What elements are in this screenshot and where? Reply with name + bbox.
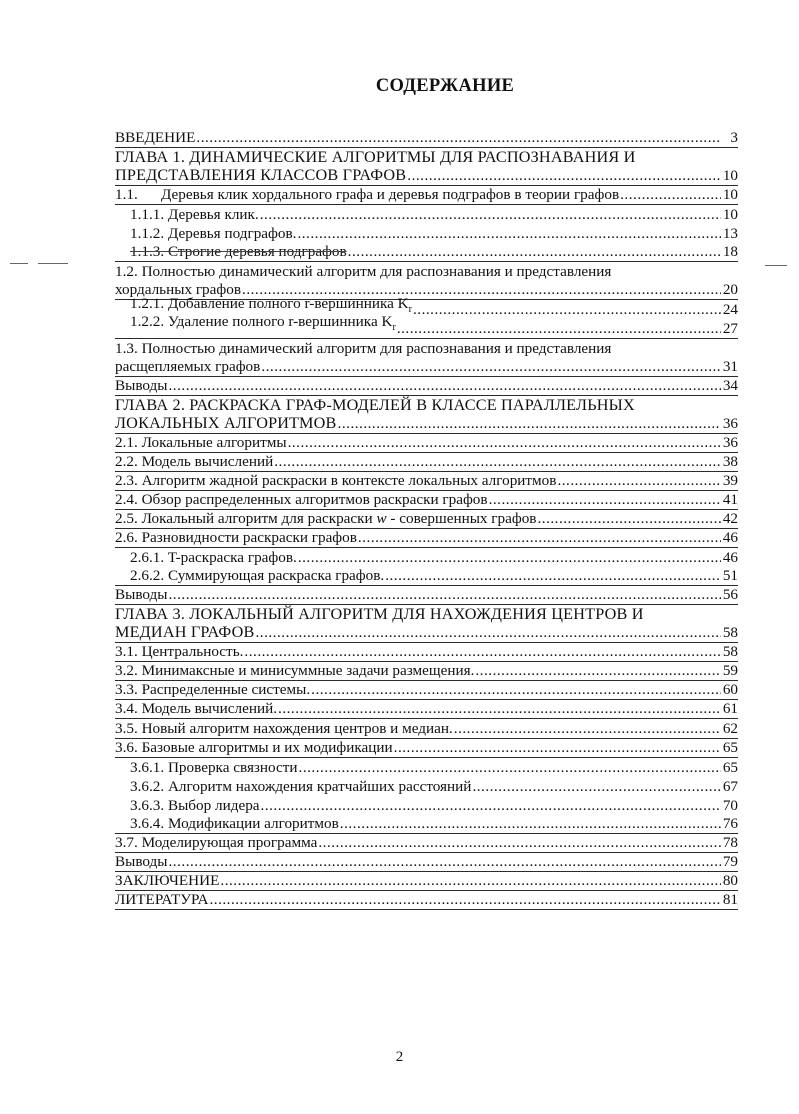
toc-entry-page: 78 bbox=[722, 833, 738, 851]
toc-entry-label: ЛОКАЛЬНЫХ АЛГОРИТМОВ bbox=[115, 413, 337, 432]
toc-entry-label: ЛИТЕРАТУРА bbox=[115, 890, 209, 908]
toc-entry-3-5[interactable] bbox=[115, 719, 738, 738]
toc-entry-chapter-1-line-1[interactable] bbox=[115, 148, 738, 167]
toc-entry-literature[interactable] bbox=[115, 891, 738, 910]
toc-entry-label-subscript: r bbox=[392, 322, 396, 334]
toc-entry-1-2-2[interactable] bbox=[115, 313, 738, 338]
leader-dots bbox=[244, 642, 721, 661]
scan-artifact bbox=[10, 263, 28, 264]
leader-dots bbox=[260, 205, 721, 224]
toc-entry-page: 51 bbox=[722, 567, 738, 585]
toc-entry-label: 2.3. Алгоритм жадной раскраски в контексте локальных алгоритмов bbox=[115, 471, 557, 489]
toc-entry-page: 10 bbox=[722, 186, 738, 204]
toc-entry-conclusions-3[interactable] bbox=[115, 853, 738, 872]
toc-entry-label-text: 1.2.2. Удаление полного r-вершинника K bbox=[130, 313, 393, 331]
toc-entry-page: 67 bbox=[722, 777, 738, 795]
toc-entry-label bbox=[115, 509, 536, 528]
toc-entry-page: 38 bbox=[722, 452, 738, 470]
toc-entry-label: 1.1.1. Деревья клик. bbox=[130, 206, 259, 224]
leader-dots bbox=[397, 319, 721, 338]
toc-entry-page: 58 bbox=[722, 643, 738, 661]
scan-artifact bbox=[38, 263, 68, 264]
toc-entry-label: 2.6.1. T-раскраска графов. bbox=[130, 549, 297, 567]
toc-entry-3-6-2[interactable] bbox=[115, 777, 738, 796]
toc-entry-1-3-line-2[interactable] bbox=[115, 358, 738, 377]
leader-dots bbox=[209, 890, 721, 909]
toc-entry-2-5[interactable] bbox=[115, 510, 738, 529]
toc-entry-chapter-3-line-2[interactable] bbox=[115, 624, 738, 643]
leader-dots bbox=[557, 471, 721, 490]
leader-dots bbox=[413, 300, 721, 319]
toc-entry-page: 42 bbox=[722, 509, 738, 527]
toc-entry-3-7[interactable] bbox=[115, 834, 738, 853]
leader-dots bbox=[255, 623, 721, 642]
toc-entry-label: Выводы bbox=[115, 852, 168, 870]
leader-dots bbox=[385, 566, 721, 585]
leader-dots bbox=[299, 758, 721, 777]
toc-entry-label: 3.6.2. Алгоритм нахождения кратчайших расстояний bbox=[130, 777, 472, 795]
toc-entry-2-1[interactable] bbox=[115, 434, 738, 453]
toc-entry-label: ГЛАВА 3. ЛОКАЛЬНЫЙ АЛГОРИТМ ДЛЯ НАХОЖДЕНИЯ ЦЕНТРОВ И bbox=[115, 605, 644, 624]
toc-entry-label: 3.6. Базовые алгоритмы и их модификации bbox=[115, 738, 393, 756]
leader-dots bbox=[472, 777, 721, 796]
toc-entry-label: 3.6.3. Выбор лидера bbox=[130, 796, 260, 814]
leader-dots bbox=[169, 852, 722, 871]
toc-entry-page: 79 bbox=[722, 852, 738, 870]
toc-entry-page: 65 bbox=[722, 758, 738, 776]
toc-entry-2-6-1[interactable] bbox=[115, 548, 738, 567]
toc-entry-page: 18 bbox=[722, 243, 738, 261]
toc-entry-conclusion[interactable] bbox=[115, 872, 738, 891]
leader-dots bbox=[489, 490, 721, 509]
toc-entry-page: 56 bbox=[722, 586, 738, 604]
toc-entry-label: ВВЕДЕНИЕ bbox=[115, 129, 196, 147]
toc-entry-1-1-3[interactable] bbox=[115, 243, 738, 262]
toc-entry-1-2-line-1[interactable] bbox=[115, 262, 738, 281]
leader-dots bbox=[407, 166, 721, 185]
toc-entry-label: 3.5. Новый алгоритм нахождения центров и медиан. bbox=[115, 719, 453, 737]
toc-entry-page: 41 bbox=[722, 490, 738, 508]
toc-entry-label: 1.2. Полностью динамический алгоритм для распознавания и представления bbox=[115, 263, 612, 281]
toc-entry-label: ЗАКЛЮЧЕНИЕ bbox=[115, 871, 220, 889]
leader-dots bbox=[298, 548, 721, 567]
page-title: СОДЕРЖАНИЕ bbox=[375, 76, 515, 96]
toc-entry-page: 10 bbox=[722, 206, 738, 224]
toc-entry-page: 20 bbox=[722, 281, 738, 299]
toc-entry-number: 1.1. bbox=[115, 186, 138, 204]
toc-entry-3-3[interactable] bbox=[115, 681, 738, 700]
toc-entry-label: ПРЕДСТАВЛЕНИЯ КЛАССОВ ГРАФОВ bbox=[115, 166, 407, 185]
leader-dots bbox=[278, 699, 721, 718]
toc-entry-page: 60 bbox=[722, 681, 738, 699]
toc-entry-conclusions-2[interactable] bbox=[115, 586, 738, 605]
toc-entry-label: 2.4. Обзор распределенных алгоритмов раскраски графов bbox=[115, 490, 488, 508]
toc-entry-page: 61 bbox=[722, 700, 738, 718]
toc-entry-2-6-2[interactable] bbox=[115, 567, 738, 586]
leader-dots bbox=[220, 871, 721, 890]
leader-dots bbox=[537, 509, 721, 528]
toc-entry-label: 2.6.2. Суммирующая раскраска графов. bbox=[130, 567, 385, 585]
toc-entry-1-1-1[interactable] bbox=[115, 205, 738, 224]
toc-entry-page: 3 bbox=[730, 129, 738, 147]
toc-entry-2-2[interactable] bbox=[115, 453, 738, 472]
toc-entry-3-1[interactable] bbox=[115, 643, 738, 662]
toc-entry-page: 34 bbox=[722, 376, 738, 394]
toc-entry-label: Выводы bbox=[115, 586, 168, 604]
leader-dots bbox=[348, 242, 721, 261]
toc-entry-page: 46 bbox=[722, 529, 738, 547]
toc-entry-label-text: 1.2.1. Добавление полного r-вершинника K bbox=[130, 295, 409, 313]
toc-entry-label: Деревья клик хордального графа и деревья подграфов в теории графов bbox=[161, 186, 620, 204]
toc-entry-label: расщепляемых графов bbox=[115, 357, 261, 375]
toc-entry-label: 3.4. Модель вычислений. bbox=[115, 700, 278, 718]
toc-entry-label: 3.6.1. Проверка связности bbox=[130, 758, 298, 776]
leader-dots bbox=[394, 738, 721, 757]
leader-dots bbox=[620, 185, 721, 204]
toc-entry-chapter-2-line-2[interactable] bbox=[115, 415, 738, 434]
toc-entry-page: 39 bbox=[722, 471, 738, 489]
toc-entry-label: ГЛАВА 1. ДИНАМИЧЕСКИЕ АЛГОРИТМЫ ДЛЯ РАСПОЗНАВАНИЯ И bbox=[115, 148, 636, 167]
page-number: 2 bbox=[395, 1049, 404, 1065]
toc-entry-label: МЕДИАН ГРАФОВ bbox=[115, 623, 255, 642]
toc-entry-label: 2.2. Модель вычислений bbox=[115, 452, 274, 470]
toc-entry-1-1[interactable] bbox=[115, 186, 738, 205]
scan-artifact bbox=[765, 265, 787, 266]
toc-entry-2-4[interactable] bbox=[115, 491, 738, 510]
toc-entry-label-text: - совершенных графов bbox=[386, 509, 537, 527]
toc-entry-label: Выводы bbox=[115, 376, 168, 394]
toc-entry-page: 65 bbox=[722, 738, 738, 756]
toc-entry-label: 1.3. Полностью динамический алгоритм для распознавания и представления bbox=[115, 339, 612, 357]
leader-dots bbox=[261, 796, 721, 815]
leader-dots bbox=[454, 719, 721, 738]
toc-entry-chapter-2-line-1[interactable] bbox=[115, 396, 738, 415]
toc-entry-3-2[interactable] bbox=[115, 662, 738, 681]
leader-dots bbox=[274, 452, 721, 471]
toc-entry-page: 59 bbox=[722, 662, 738, 680]
toc-entry-page: 13 bbox=[722, 225, 738, 243]
toc-entry-chapter-3-line-1[interactable] bbox=[115, 605, 738, 624]
toc-entry-page: 46 bbox=[722, 549, 738, 567]
toc-entry-label: 2.1. Локальные алгоритмы bbox=[115, 433, 287, 451]
toc-entry-label-subscript: r bbox=[408, 304, 412, 316]
toc-entry-conclusions-1[interactable] bbox=[115, 377, 738, 396]
toc-entry-1-3-line-1[interactable] bbox=[115, 339, 738, 358]
toc-entry-chapter-1-line-2[interactable] bbox=[115, 167, 738, 186]
toc-entry-2-3[interactable] bbox=[115, 472, 738, 491]
toc-entry-label bbox=[130, 312, 396, 337]
toc-entry-2-6[interactable] bbox=[115, 529, 738, 548]
toc-entry-label: хордальных графов bbox=[115, 281, 242, 299]
table-of-contents bbox=[115, 129, 738, 910]
toc-entry-page: 81 bbox=[722, 890, 738, 908]
leader-dots bbox=[311, 680, 721, 699]
leader-dots bbox=[475, 661, 721, 680]
toc-entry-label: 1.1.2. Деревья подграфов. bbox=[130, 225, 297, 243]
leader-dots bbox=[261, 357, 721, 376]
toc-entry-label: 3.3. Распределенные системы. bbox=[115, 681, 311, 699]
toc-entry-3-4[interactable] bbox=[115, 700, 738, 719]
toc-entry-1-1-2[interactable] bbox=[115, 224, 738, 243]
leader-dots bbox=[340, 814, 721, 833]
toc-entry-page: 80 bbox=[722, 871, 738, 889]
leader-dots bbox=[297, 224, 721, 243]
toc-entry-page: 76 bbox=[722, 814, 738, 832]
toc-entry-label-symbol: w bbox=[376, 509, 387, 527]
toc-entry-page: 31 bbox=[722, 357, 738, 375]
toc-entry-page: 27 bbox=[722, 319, 738, 337]
leader-dots bbox=[358, 528, 721, 547]
toc-entry-label: ГЛАВА 2. РАСКРАСКА ГРАФ-МОДЕЛЕЙ В КЛАССЕ ПАРАЛЛЕЛЬНЫХ bbox=[115, 395, 635, 414]
toc-entry-page: 10 bbox=[722, 167, 738, 185]
toc-entry-label: 3.6.4. Модификации алгоритмов bbox=[130, 814, 339, 832]
toc-entry-label: 3.2. Минимаксные и минисуммные задачи размещения. bbox=[115, 662, 475, 680]
toc-entry-page: 24 bbox=[722, 301, 738, 319]
leader-dots bbox=[169, 585, 722, 604]
toc-entry-page: 36 bbox=[722, 433, 738, 451]
toc-entry-page: 36 bbox=[722, 414, 738, 432]
leader-dots bbox=[318, 833, 721, 852]
toc-entry-3-6-1[interactable] bbox=[115, 758, 738, 777]
toc-entry-label-text: 2.5. Локальный алгоритм для раскраски bbox=[115, 509, 377, 527]
leader-dots bbox=[288, 433, 721, 452]
toc-entry-intro[interactable] bbox=[115, 129, 738, 148]
leader-dots bbox=[196, 128, 721, 147]
toc-entry-page: 58 bbox=[722, 624, 738, 642]
leader-dots bbox=[169, 376, 722, 395]
toc-entry-label: 1.1.3. Строгие деревья подграфов bbox=[130, 243, 347, 261]
toc-entry-3-6[interactable] bbox=[115, 739, 738, 758]
toc-entry-page: 62 bbox=[722, 719, 738, 737]
leader-dots bbox=[338, 414, 721, 433]
toc-entry-label: 3.7. Моделирующая программа bbox=[115, 833, 318, 851]
toc-entry-label: 3.1. Центральность. bbox=[115, 643, 244, 661]
toc-entry-label: 2.6. Разновидности раскраски графов bbox=[115, 529, 357, 547]
toc-entry-3-6-3[interactable] bbox=[115, 796, 738, 815]
toc-entry-3-6-4[interactable] bbox=[115, 815, 738, 834]
toc-entry-page: 70 bbox=[722, 796, 738, 814]
